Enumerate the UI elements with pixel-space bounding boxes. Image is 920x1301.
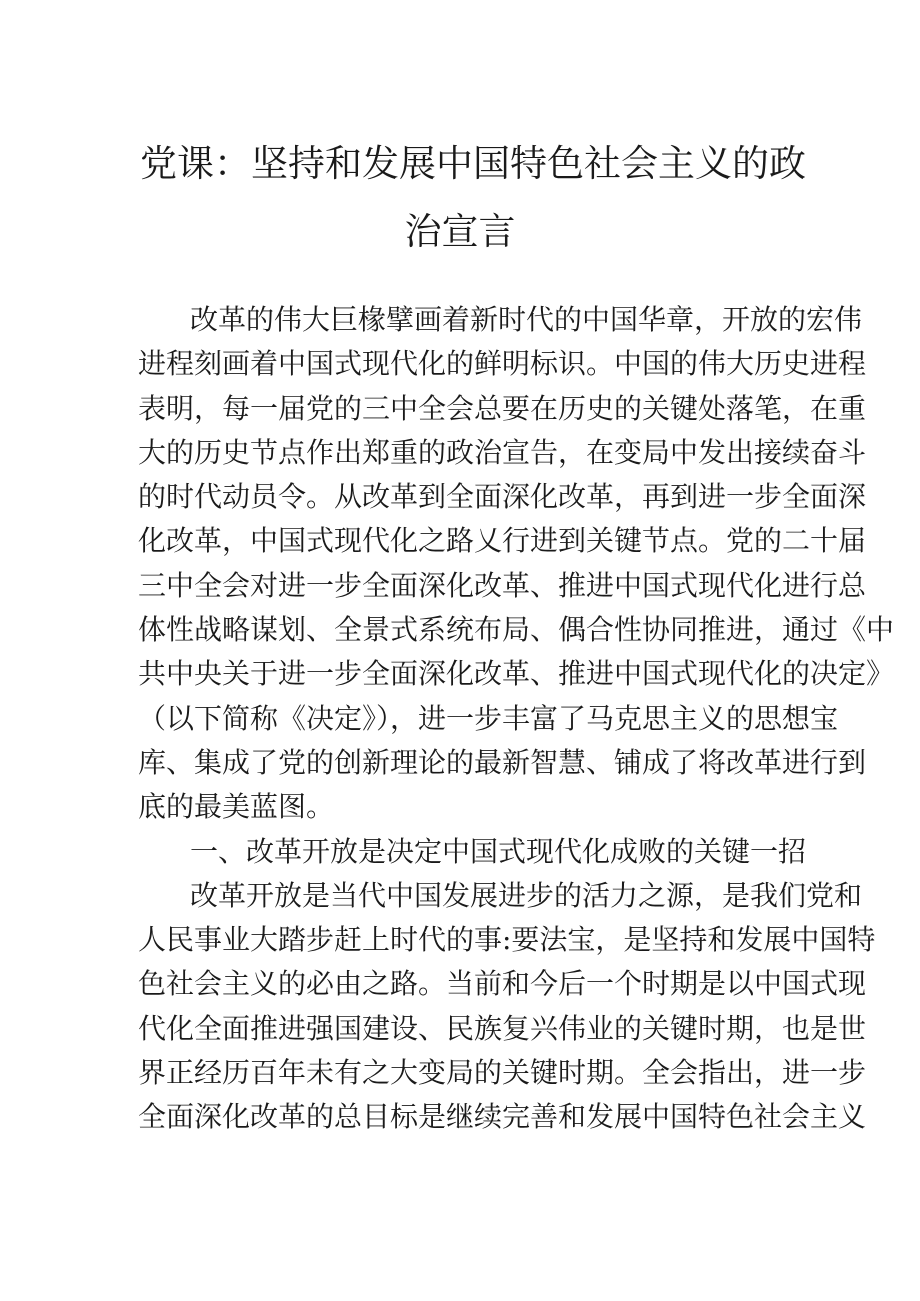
paragraph-2-line: 代化全面推进强国建设、民族复兴伟业的关键时期，也是世	[138, 1011, 867, 1045]
paragraph-1-line: 改革的伟大巨椽擘画着新时代的中国华章，开放的宏伟	[190, 303, 863, 336]
paragraph-2-line: 人民事业大踏步赶上时代的事:要法宝，是坚持和发展中国特	[138, 923, 876, 957]
paragraph-1-line: 共中央关于进一步全面深化改革、推进中国式现代化的决定》	[138, 657, 895, 691]
paragraph-1-line: 体性战略谋划、全景式系统布局、偶合性协同推进，通过《中	[138, 613, 895, 647]
paragraph-1-line: 进程刻画着中国式现代化的鲜明标识。中国的伟大历史进程	[138, 347, 867, 381]
paragraph-1-line: 库、集成了党的创新理论的最新智慧、铺成了将改革进行到	[138, 745, 867, 779]
paragraph-2-line: 界正经历百年未有之大变局的关键时期。全会指出，进一步	[138, 1056, 867, 1090]
paragraph-1-line: 底的最美蓝图。	[138, 790, 335, 824]
paragraph-1-line: 表明，每一届党的三中全会总要在历史的关键处落笔，在重	[138, 391, 867, 425]
paragraph-2-line: 全面深化改革的总目标是继续完善和发展中国特色社会主义	[138, 1100, 867, 1134]
title-line-2: 治宣言	[404, 210, 516, 253]
paragraph-1-line: 大的历史节点作出郑重的政治宣告，在变局中发出接续奋斗	[138, 435, 867, 469]
paragraph-1-line: 三中全会对进一步全面深化改革、推进中国式现代化进行总	[138, 568, 867, 602]
document-body	[138, 298, 895, 1140]
paragraph-2-line: 色社会主义的必由之路。当前和今后一个时期是以中国式现	[138, 967, 867, 1001]
document-title	[140, 130, 806, 266]
paragraph-1-line: （以下简称《决定》），进一步丰富了马克思主义的思想宝	[138, 701, 839, 735]
paragraph-1-line: 的时代动员令。从改革到全面深化改革，再到进一步全面深	[138, 480, 867, 514]
paragraph-1-line: 化改革，中国式现代化之路乂行进到关键节点。党的二十届	[138, 524, 867, 558]
section-heading-1: 一、改革开放是决定中国式现代化成败的关键一招	[190, 834, 807, 868]
title-line-1: 党课：坚持和发展中国特色社会主义的政	[140, 142, 806, 185]
paragraph-2-line: 改革开放是当代中国发展进步的活力之源，是我们党和	[190, 878, 863, 912]
